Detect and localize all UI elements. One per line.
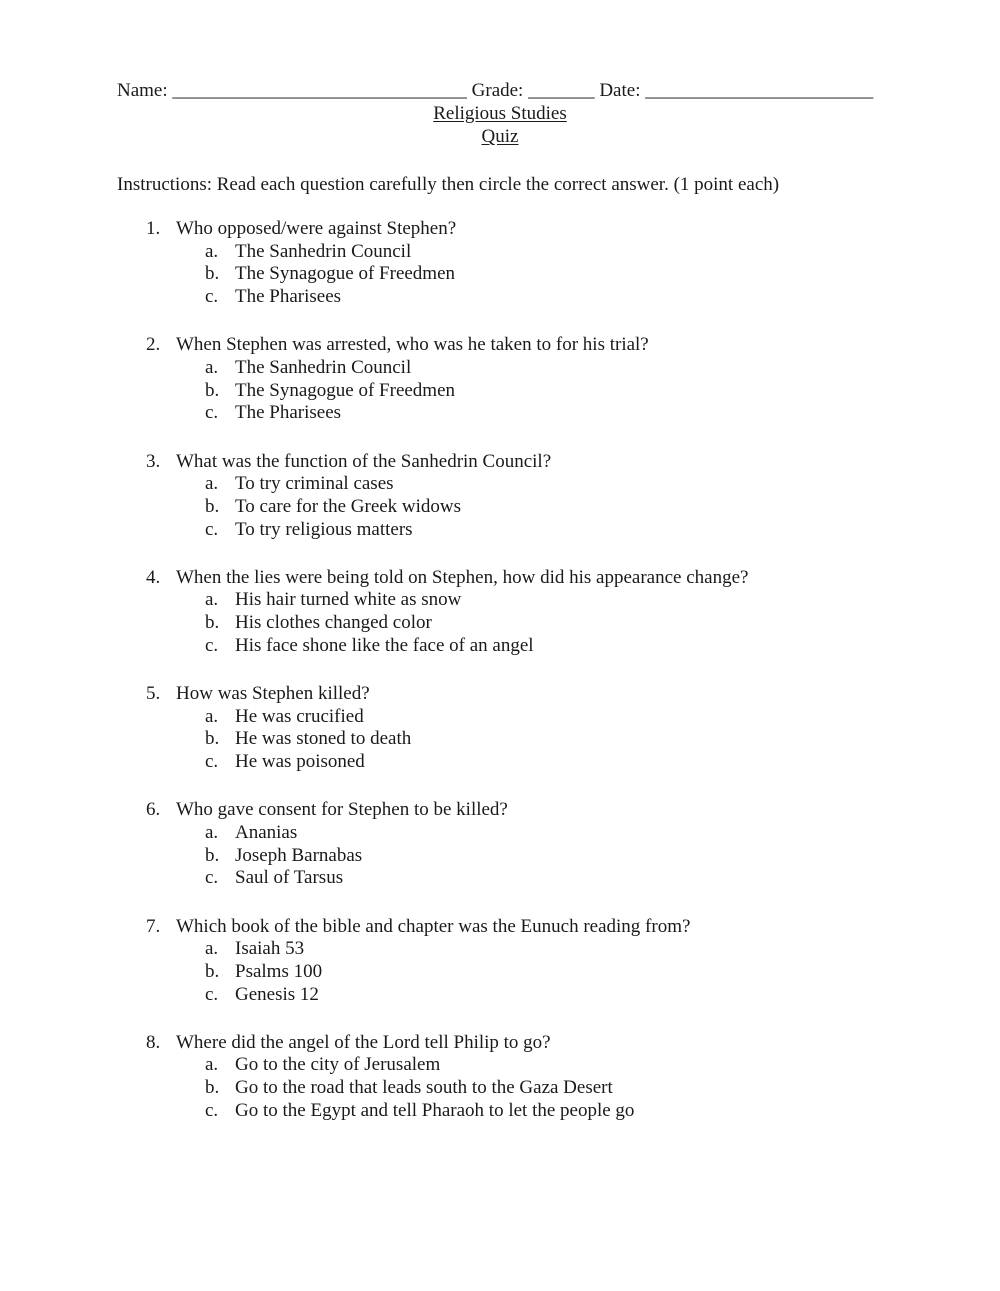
question-number: 8.: [146, 1031, 161, 1053]
question-text: Who gave consent for Stephen to be killed?: [176, 799, 508, 821]
question-row: [0, 334, 1000, 357]
answer-option[interactable]: [0, 751, 1000, 774]
question-item: [0, 799, 1000, 890]
question-item: [0, 218, 1000, 309]
option-letter: c.: [205, 867, 219, 889]
option-text: Genesis 12: [235, 983, 319, 1005]
answer-option[interactable]: [0, 1054, 1000, 1077]
answer-option[interactable]: [0, 380, 1000, 403]
question-text: What was the function of the Sanhedrin Council?: [176, 450, 552, 472]
option-letter: a.: [205, 1054, 219, 1076]
title-text: Religious Studies: [433, 103, 567, 124]
student-info-line: Name: _______________________________ Grade: _______ Date: ________________________: [117, 80, 874, 101]
option-letter: c.: [205, 518, 219, 540]
option-letter: a.: [205, 821, 219, 843]
answer-option[interactable]: [0, 984, 1000, 1007]
option-text: His face shone like the face of an angel: [235, 634, 534, 656]
question-number: 7.: [146, 915, 161, 937]
question-row: [0, 567, 1000, 590]
option-text: Go to the road that leads south to the Gaza Desert: [235, 1077, 613, 1099]
answer-option[interactable]: [0, 612, 1000, 635]
question-text: When the lies were being told on Stephen, how did his appearance change?: [176, 566, 749, 588]
option-letter: b.: [205, 495, 220, 517]
option-text: He was stoned to death: [235, 728, 412, 750]
option-text: The Synagogue of Freedmen: [235, 379, 456, 401]
option-letter: b.: [205, 960, 220, 982]
option-letter: a.: [205, 473, 219, 495]
document-title: [0, 103, 1000, 126]
question-row: [0, 683, 1000, 706]
answer-option[interactable]: [0, 822, 1000, 845]
question-row: [0, 451, 1000, 474]
question-item: [0, 683, 1000, 774]
option-text: To try religious matters: [235, 518, 413, 540]
option-text: His clothes changed color: [235, 612, 432, 634]
option-text: His hair turned white as snow: [235, 589, 462, 611]
option-text: The Pharisees: [235, 402, 342, 424]
document-subtitle: [0, 126, 1000, 149]
option-text: The Pharisees: [235, 286, 342, 308]
answer-option[interactable]: [0, 496, 1000, 519]
option-letter: c.: [205, 634, 219, 656]
option-letter: c.: [205, 751, 219, 773]
question-row: [0, 799, 1000, 822]
question-item: [0, 451, 1000, 542]
question-item: [0, 567, 1000, 658]
answer-option[interactable]: [0, 241, 1000, 264]
instructions: Instructions: Read each question carefully then circle the correct answer. (1 point each): [117, 174, 780, 195]
option-text: Isaiah 53: [235, 938, 305, 960]
question-number: 4.: [146, 566, 161, 588]
option-letter: b.: [205, 844, 220, 866]
option-letter: b.: [205, 728, 220, 750]
option-text: Go to the city of Jerusalem: [235, 1054, 441, 1076]
option-letter: c.: [205, 402, 219, 424]
option-text: Joseph Barnabas: [235, 844, 363, 866]
answer-option[interactable]: [0, 961, 1000, 984]
option-letter: c.: [205, 286, 219, 308]
option-text: He was crucified: [235, 705, 364, 727]
question-text: When Stephen was arrested, who was he taken to for his trial?: [176, 334, 649, 356]
option-letter: b.: [205, 379, 220, 401]
option-letter: a.: [205, 240, 219, 262]
option-letter: c.: [205, 1099, 219, 1121]
question-text: How was Stephen killed?: [176, 683, 370, 704]
option-text: The Sanhedrin Council: [235, 240, 412, 262]
option-letter: b.: [205, 1077, 220, 1099]
option-letter: a.: [205, 938, 219, 960]
answer-option[interactable]: [0, 728, 1000, 751]
answer-option[interactable]: [0, 357, 1000, 380]
option-letter: a.: [205, 705, 219, 727]
option-letter: b.: [205, 263, 220, 285]
option-letter: a.: [205, 356, 219, 378]
question-row: [0, 1032, 1000, 1055]
question-number: 1.: [146, 218, 161, 239]
answer-option[interactable]: [0, 473, 1000, 496]
option-text: Go to the Egypt and tell Pharaoh to let the people go: [235, 1099, 635, 1121]
answer-option[interactable]: [0, 286, 1000, 309]
answer-option[interactable]: [0, 519, 1000, 542]
answer-option[interactable]: [0, 635, 1000, 658]
answer-option[interactable]: [0, 1100, 1000, 1123]
question-item: [0, 1032, 1000, 1123]
option-text: Psalms 100: [235, 960, 323, 982]
answer-option[interactable]: [0, 706, 1000, 729]
answer-option[interactable]: [0, 938, 1000, 961]
question-number: 3.: [146, 450, 161, 472]
question-text: Which book of the bible and chapter was the Eunuch reading from?: [176, 915, 691, 937]
question-item: [0, 334, 1000, 425]
question-row: [0, 218, 1000, 241]
subtitle-text: Quiz: [481, 126, 519, 147]
option-text: To care for the Greek widows: [235, 495, 462, 517]
option-text: Saul of Tarsus: [235, 867, 344, 889]
answer-option[interactable]: [0, 1077, 1000, 1100]
answer-option[interactable]: [0, 263, 1000, 286]
option-letter: b.: [205, 612, 220, 634]
answer-option[interactable]: [0, 845, 1000, 868]
question-number: 5.: [146, 683, 161, 704]
question-row: [0, 916, 1000, 939]
question-text: Where did the angel of the Lord tell Philip to go?: [176, 1031, 551, 1053]
option-text: To try criminal cases: [235, 473, 394, 495]
option-text: The Synagogue of Freedmen: [235, 263, 456, 285]
question-item: [0, 916, 1000, 1007]
answer-option[interactable]: [0, 867, 1000, 890]
option-text: The Sanhedrin Council: [235, 356, 412, 378]
question-text: Who opposed/were against Stephen?: [176, 218, 457, 239]
option-letter: c.: [205, 983, 219, 1005]
option-letter: a.: [205, 589, 219, 611]
answer-option[interactable]: [0, 402, 1000, 425]
question-number: 6.: [146, 799, 161, 821]
option-text: He was poisoned: [235, 751, 365, 773]
question-list: [0, 218, 1000, 1148]
answer-option[interactable]: [0, 589, 1000, 612]
option-text: Ananias: [235, 821, 298, 843]
question-number: 2.: [146, 334, 161, 356]
